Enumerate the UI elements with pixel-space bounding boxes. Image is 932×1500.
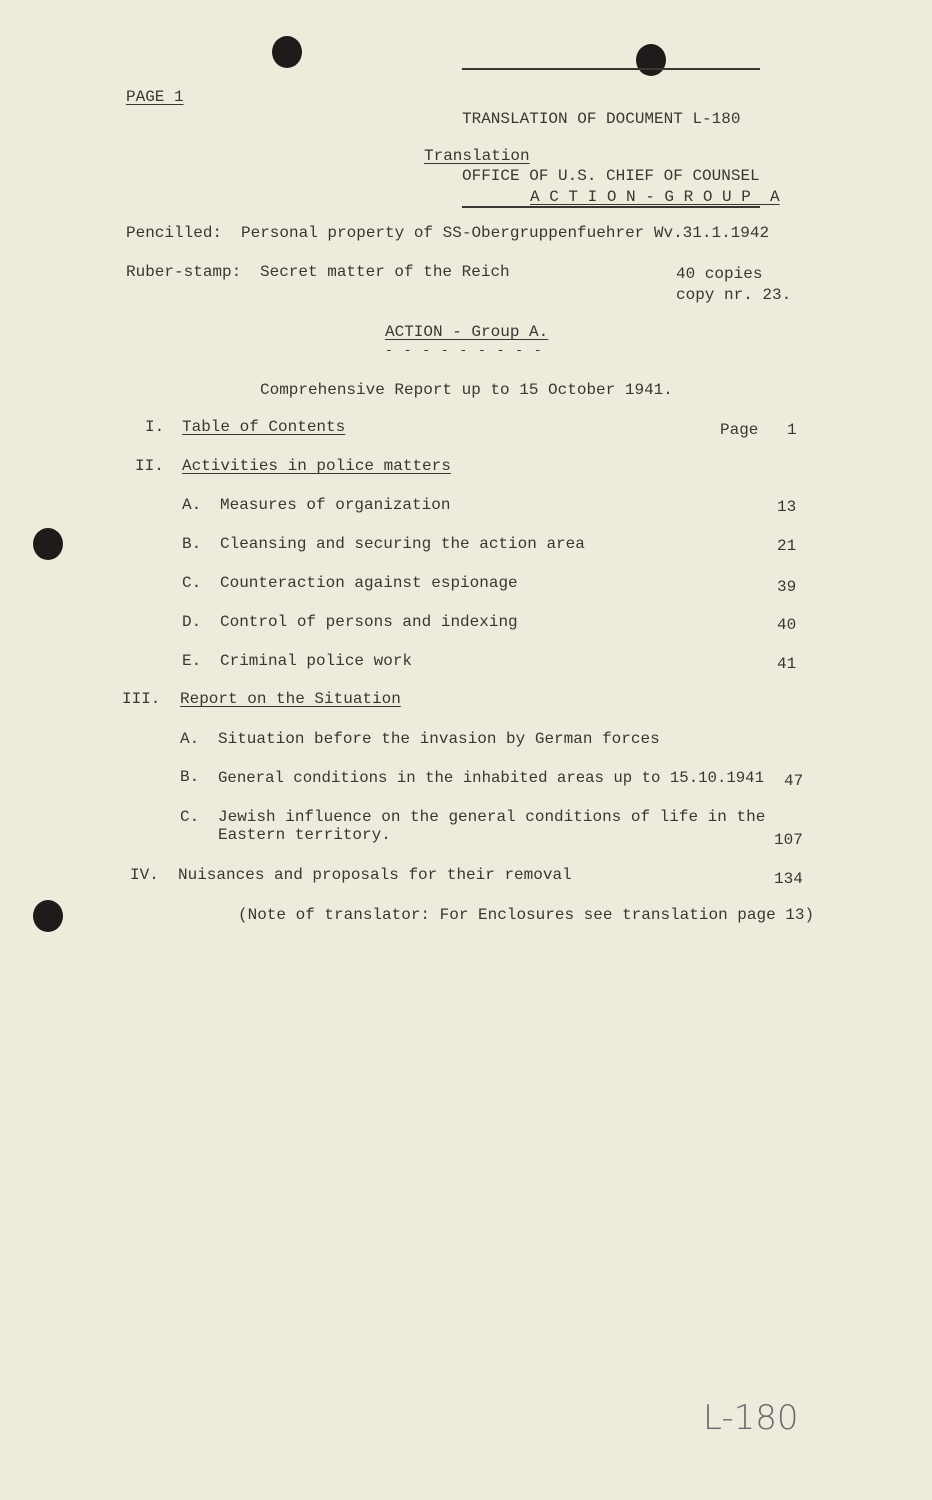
toc-sub-title: Control of persons and indexing: [220, 613, 518, 631]
document-id: TRANSLATION OF DOCUMENT L-180: [462, 110, 741, 128]
toc-title: Nuisances and proposals for their removal: [178, 866, 572, 884]
stamp-text: Secret matter of the Reich: [260, 263, 510, 281]
toc-sub-title: Cleansing and securing the action area: [220, 535, 585, 553]
stamp-label: Ruber-stamp:: [126, 263, 242, 281]
toc-sub-title: Criminal police work: [220, 652, 413, 670]
punch-hole: [33, 528, 63, 560]
toc-number: II.: [135, 457, 164, 475]
toc-sub-number: B.: [182, 535, 202, 553]
toc-page: 107: [774, 831, 803, 849]
toc-page: 134: [774, 870, 803, 888]
toc-page: 40: [777, 616, 797, 634]
action-group-spaced-title: A C T I O N - G R O U P A: [530, 188, 780, 206]
toc-sub-title: Jewish influence on the general conditions of life in the: [218, 808, 766, 826]
toc-number: IV.: [130, 866, 159, 884]
toc-sub-number: E.: [182, 652, 202, 670]
toc-page: 13: [777, 498, 797, 516]
toc-sub-title: Measures of organization: [220, 496, 451, 514]
copy-number: copy nr. 23.: [676, 286, 792, 304]
toc-sub-number: C.: [182, 574, 202, 592]
heading-dashes: - - - - - - - - -: [385, 343, 544, 358]
toc-sub-number: A.: [180, 730, 200, 748]
toc-number: III.: [122, 690, 161, 708]
handwritten-reference: L-180: [703, 1398, 799, 1438]
report-title: Comprehensive Report up to 15 October 1941.: [260, 381, 673, 399]
toc-number: I.: [145, 418, 165, 436]
office-name: OFFICE OF U.S. CHIEF OF COUNSEL: [462, 167, 760, 185]
copies-count: 40 copies: [676, 265, 763, 283]
punch-hole: [272, 36, 302, 68]
toc-sub-title-continued: Eastern territory.: [218, 826, 391, 844]
toc-page-header: Page: [720, 421, 759, 439]
toc-sub-title: General conditions in the inhabited areas up to 15.10.1941: [218, 769, 765, 787]
toc-title: Activities in police matters: [182, 457, 451, 475]
translator-note: (Note of translator: For Enclosures see translation page 13): [238, 906, 815, 924]
toc-page: 21: [777, 537, 797, 555]
section-heading: ACTION - Group A.: [385, 323, 549, 341]
translation-title: Translation: [424, 147, 530, 165]
toc-page: 47: [784, 772, 804, 790]
punch-hole: [33, 900, 63, 932]
pencilled-label: Pencilled:: [126, 224, 223, 242]
toc-title: Report on the Situation: [180, 690, 401, 708]
toc-page: 41: [777, 655, 797, 673]
page-label: PAGE 1: [126, 88, 184, 106]
toc-sub-number: B.: [180, 768, 200, 786]
toc-page: 39: [777, 578, 797, 596]
toc-page: 1: [787, 421, 797, 439]
toc-sub-number: A.: [182, 496, 202, 514]
toc-title: Table of Contents: [182, 418, 346, 436]
toc-sub-number: D.: [182, 613, 202, 631]
toc-sub-title: Counteraction against espionage: [220, 574, 518, 592]
toc-sub-number: C.: [180, 808, 200, 826]
toc-sub-title: Situation before the invasion by German forces: [218, 730, 660, 748]
pencilled-text: Personal property of SS-Obergruppenfuehrer Wv.31.1.1942: [241, 224, 770, 242]
document-header: [462, 68, 760, 208]
